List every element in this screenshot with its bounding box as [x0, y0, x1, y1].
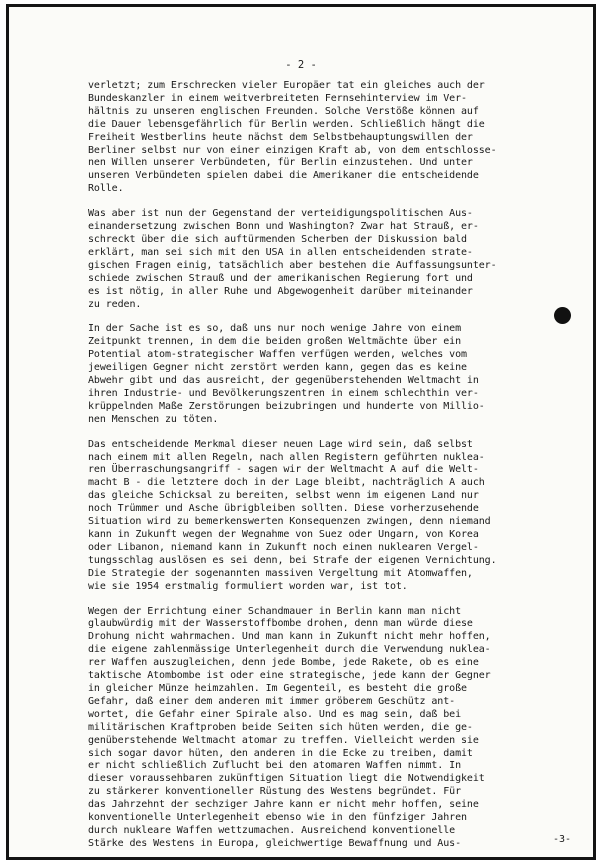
text-line: zu reden.	[88, 298, 142, 310]
text-line: militärischen Kraftproben beide Seiten sich hüten werden, die ge-	[88, 721, 473, 733]
text-line: es ist nötig, in aller Ruhe und Abgewogenheit darüber miteinander	[88, 285, 473, 297]
text-line: Drohung nicht wahrmachen. Und man kann in Zukunft nicht mehr hoffen,	[88, 631, 491, 643]
text-line: glaubwürdig mit der Wasserstoffbombe drohen, denn man würde diese	[88, 618, 473, 630]
text-line: Freiheit Westberlins heute nächst dem Selbstbehauptungswillen der	[88, 131, 473, 143]
text-line: einandersetzung zwischen Bonn und Washington? Zwar hat Strauß, er-	[88, 221, 479, 233]
text-line: nach einem mit allen Regeln, nach allen Registern geführten nuklea-	[88, 451, 485, 463]
next-page-marker: -3-	[552, 834, 571, 845]
text-line: durch nukleare Waffen wettzumachen. Ausreichend konventionelle	[88, 824, 456, 836]
text-line: wie sie 1954 erstmalig formuliert worden war, ist tot.	[88, 580, 408, 592]
text-line: verletzt; zum Erschrecken vieler Europäer tat ein gleiches auch der	[88, 80, 485, 91]
text-line: Die Strategie der sogenannten massiven Vergeltung mit Atomwaffen,	[88, 567, 473, 579]
text-line: Was aber ist nun der Gegenstand der verteidigungspolitischen Aus-	[88, 208, 473, 220]
paragraph-2	[88, 208, 583, 311]
text-line: erklärt, man sei sich mit den USA in allen entscheidenden strate-	[88, 246, 473, 258]
text-line: in gleicher Münze heimzahlen. Im Gegenteil, es besteht die große	[88, 682, 467, 694]
text-line: noch Trümmer und Asche übrigbleiben sollten. Diese vorherzusehende	[88, 503, 479, 515]
paragraph-1	[88, 80, 583, 196]
text-line: krüppelnden Maße Zerstörungen beizubringen und hunderte von Millio-	[88, 400, 485, 412]
page-number: - 2 -	[285, 59, 317, 71]
text-line: oder Libanon, niemand kann in Zukunft noch einen nuklearen Vergel-	[88, 541, 479, 553]
text-line: dieser voraussehbaren zukünftigen Situation liegt die Notwendigkeit	[88, 773, 485, 785]
paragraph-3	[88, 323, 583, 426]
text-line: die eigene zahlenmässige Unterlegenheit durch die Verwendung nuklea-	[88, 644, 491, 656]
text-line: Zeitpunkt trennen, in dem die beiden großen Weltmächte über ein	[88, 336, 461, 348]
text-line: Das entscheidende Merkmal dieser neuen Lage wird sein, daß selbst	[88, 438, 473, 450]
text-line: ren Überraschungsangriff - sagen wir der Weltmacht A auf die Welt-	[88, 464, 479, 476]
text-line: Stärke des Westens in Europa, gleichwertige Bewaffnung und Aus-	[88, 837, 461, 849]
text-line: genüberstehende Weltmacht atomar zu treffen. Vielleicht werden sie	[88, 734, 479, 746]
document-page	[6, 4, 596, 860]
paragraph-4	[88, 439, 583, 594]
text-line: taktische Atombombe ist oder eine strategische, jede kann der Gegner	[88, 670, 491, 682]
text-line: tungsschlag auslösen es sei denn, bei Strafe der eigenen Vernichtung.	[88, 554, 497, 566]
text-line: ihren Industrie- und Bevölkerungszentren in einem schlechthin ver-	[88, 387, 479, 399]
text-line: konventionelle Unterlegenheit ebenso wie in den fünfziger Jahren	[88, 812, 467, 824]
text-line: schiede zwischen Strauß und der amerikanischen Regierung fort und	[88, 272, 473, 284]
text-line: Abwehr gibt und das ausreicht, der gegenüberstehenden Weltmacht in	[88, 375, 479, 387]
text-line: Situation wird zu bemerkenswerten Konsequenzen zwingen, denn niemand	[88, 516, 491, 528]
text-line: die Dauer lebensgefährlich für Berlin werden. Schließlich hängt die	[88, 118, 485, 130]
text-line: hältnis zu unseren englischen Freunden. Solche Verstöße können auf	[88, 105, 479, 117]
paragraph-5	[88, 606, 583, 851]
text-line: nen Willen unserer Verbündeten, für Berlin einzustehen. Und unter	[88, 157, 473, 169]
text-line: jeweiligen Gegner nicht zerstört werden kann, gegen das es keine	[88, 362, 467, 374]
text-line: gischen Fragen einig, tatsächlich aber bestehen die Auffassungsunter-	[88, 259, 497, 271]
document-body	[88, 80, 583, 860]
text-line: Rolle.	[88, 183, 124, 195]
text-line: nen Menschen zu töten.	[88, 413, 219, 425]
text-line: Bundeskanzler in einem weitverbreiteten Fernsehinterview im Ver-	[88, 92, 467, 104]
text-line: Wegen der Errichtung einer Schandmauer in Berlin kann man nicht	[88, 605, 461, 617]
text-line: Potential atom-strategischer Waffen verfügen werden, welches vom	[88, 349, 467, 361]
text-line: In der Sache ist es so, daß uns nur noch wenige Jahre von einem	[88, 323, 461, 335]
text-line: das gleiche Schicksal zu bereiten, selbst wenn im eigenen Land nur	[88, 490, 479, 502]
text-line: unseren Verbündeten spielen dabei die Amerikaner die entscheidende	[88, 170, 479, 182]
text-line: Berliner selbst nur von einer einzigen Kraft ab, von dem entschlosse-	[88, 144, 497, 156]
text-line: wortet, die Gefahr einer Spirale also. Und es mag sein, daß bei	[88, 708, 461, 720]
text-line: Gefahr, daß einer dem anderen mit immer gröberem Geschütz ant-	[88, 695, 456, 707]
text-line: sich sogar davor hüten, den anderen in die Ecke zu treiben, damit	[88, 747, 473, 759]
text-line: macht B - die letztere doch in der Lage bleibt, nachträglich A auch	[88, 477, 485, 489]
text-line: schreckt über die sich auftürmenden Scherben der Diskussion bald	[88, 233, 467, 245]
text-line: das Jahrzehnt der sechziger Jahre kann er nicht mehr hoffen, seine	[88, 799, 479, 811]
text-line: zu stärkerer konventioneller Rüstung des Westens begründet. Für	[88, 786, 461, 798]
text-line: er nicht schließlich Zuflucht bei den atomaren Waffen nimmt. In	[88, 760, 461, 772]
text-line: rer Waffen auszugleichen, denn jede Bombe, jede Rakete, ob es eine	[88, 657, 479, 669]
text-line: kann in Zukunft wegen der Wegnahme von Suez oder Ungarn, von Korea	[88, 529, 479, 540]
